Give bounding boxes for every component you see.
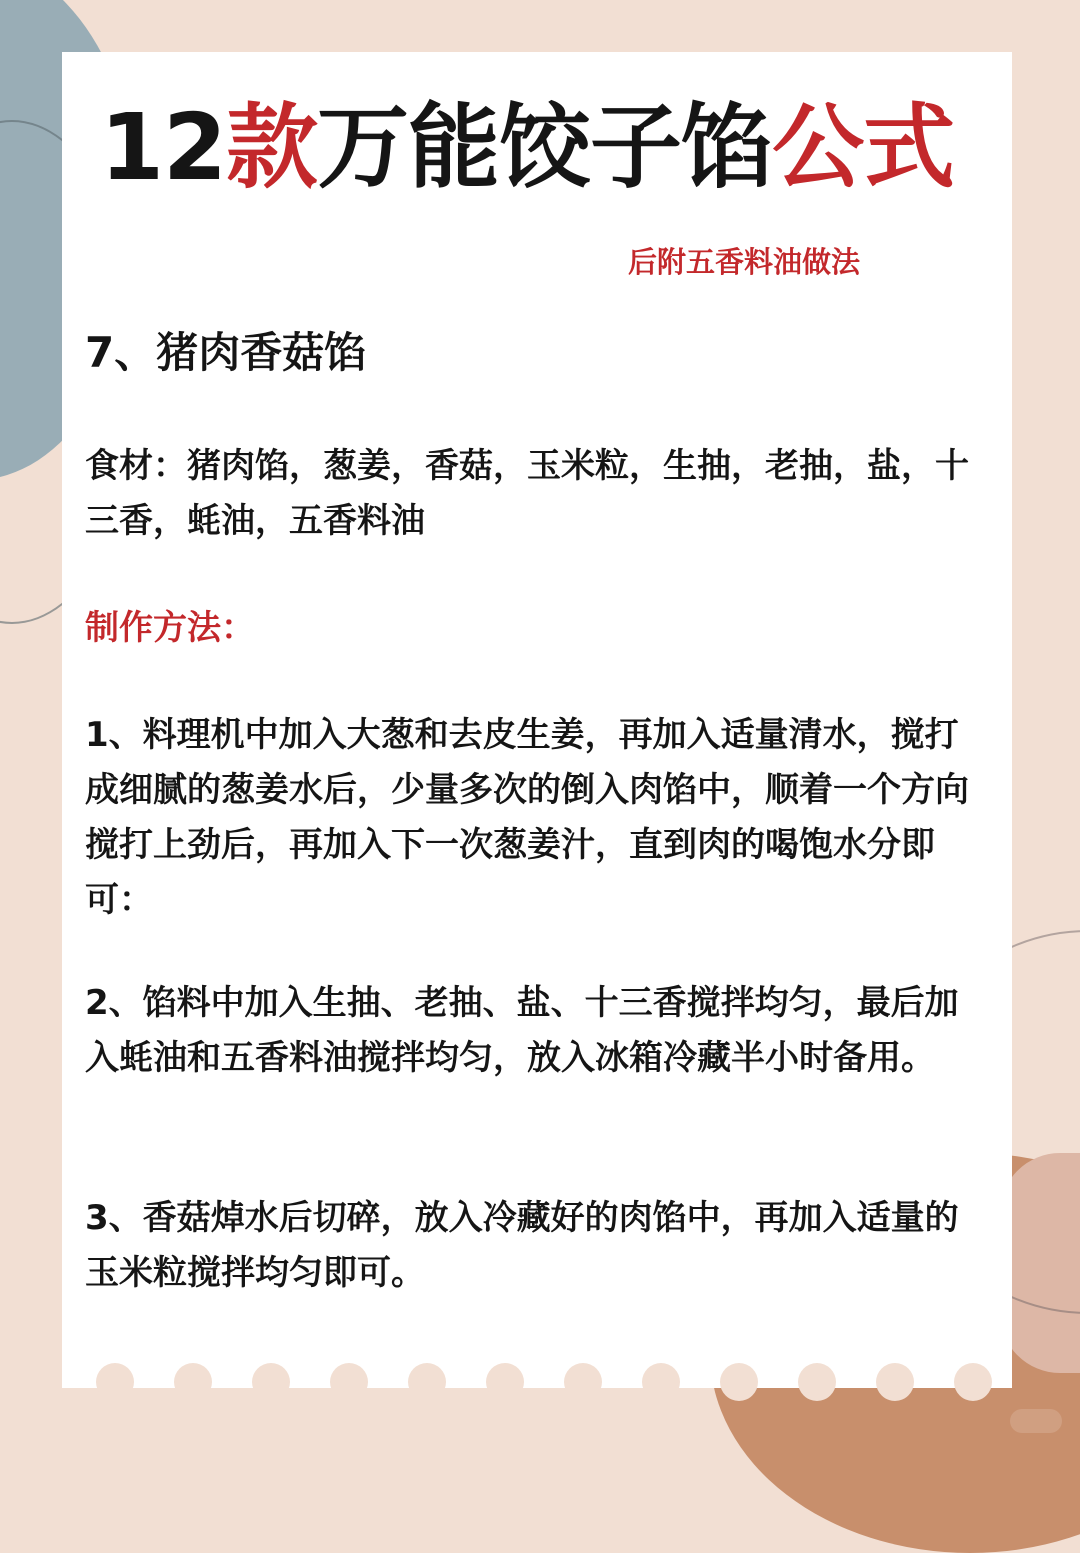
page-title (100, 88, 980, 208)
step-1: 1、料理机中加入大葱和去皮生姜，再加入适量清水，搅打成细腻的葱姜水后，少量多次的倒入肉馅中，顺着一个方向搅打上劲后，再加入下一次葱姜汁，直到肉的喝饱水分即可： (85, 715, 969, 920)
method-label: 制作方法： (85, 608, 255, 648)
title-highlight-kuan: 款 (226, 94, 318, 201)
title-number: 12 (100, 94, 227, 201)
ingredients-text: 食材：猪肉馅，葱姜，香菇，玉米粒，生抽，老抽，盐，十三香，蚝油，五香料油 (85, 446, 969, 541)
title-main-text: 万能饺子馅 (317, 94, 773, 201)
step-3: 3、香菇焯水后切碎，放入冷藏好的肉馅中，再加入适量的玉米粒搅拌均匀即可。 (85, 1198, 959, 1293)
watermark (1010, 1409, 1062, 1433)
recipe-section-title: 7、猪肉香菇馅 (85, 328, 367, 377)
title-highlight-formula: 公式 (772, 94, 955, 201)
step-2: 2、馅料中加入生抽、老抽、盐、十三香搅拌均匀，最后加入蚝油和五香料油搅拌均匀，放入冰箱冷藏半小时备用。 (85, 983, 959, 1078)
subtitle: 后附五香料油做法 (628, 245, 861, 279)
